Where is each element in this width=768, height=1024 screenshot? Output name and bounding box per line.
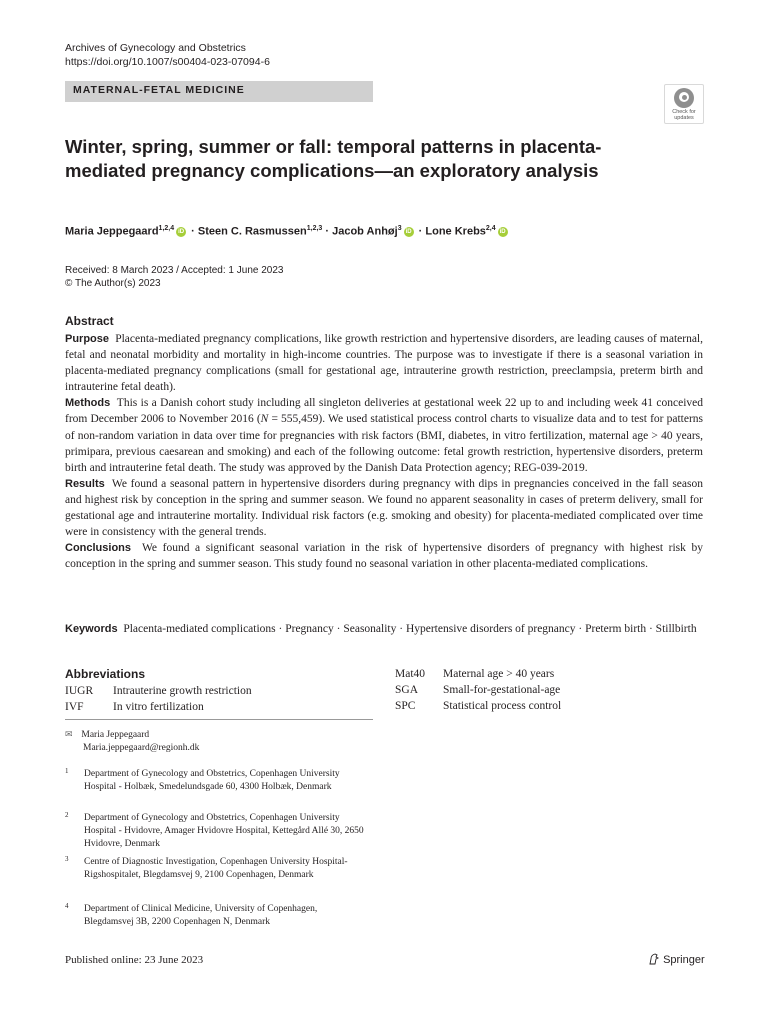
- methods-n: N: [260, 413, 269, 426]
- orcid-icon[interactable]: iD: [405, 228, 412, 235]
- publisher-name: Springer: [663, 954, 705, 966]
- methods-text-b: = 555,459). We used statistical process control charts to visualize data and to test for patterns of non-random variation in data over time for pregnancies with risk factors (BMI, diabetes, in vitro fertilization, maternal age > 40 years, primipara, previous caesarean and smoking) and each of the following outcome: fetal growth restriction, hypertensive disorders, preterm birth and intrauterine fetal death. The study was approved by the Danish Data Protection agency; REG-039-2019.: [65, 413, 704, 474]
- abbreviation-definition: Small-for-gestational-age: [443, 684, 561, 697]
- badge-line1: Check for: [672, 109, 696, 115]
- abbreviation: IVF: [65, 701, 84, 714]
- publisher-logo: [648, 953, 705, 966]
- journal-name: Archives of Gynecology and Obstetrics: [65, 42, 246, 54]
- abbreviation-row: [395, 698, 561, 714]
- abbreviation-definition: Statistical process control: [443, 700, 562, 713]
- affiliation-text: Department of Clinical Medicine, University of Copenhagen, Blegdamsvej 3B, 2200 Copenhagen N, Denmark: [84, 904, 318, 927]
- author-affiliation: 3: [397, 225, 402, 232]
- author-affiliation: 1,2,3: [306, 225, 323, 232]
- methods-label: Methods: [65, 397, 111, 410]
- keywords-label: Keywords: [65, 623, 118, 635]
- abbreviations-left: [65, 683, 252, 715]
- author-name[interactable]: Maria Jeppegaard: [65, 225, 159, 238]
- keywords: [65, 621, 703, 637]
- affiliation: [65, 856, 364, 882]
- received-accepted: Received: 8 March 2023 / Accepted: 1 June 2023: [65, 265, 284, 276]
- abstract-body: [65, 331, 703, 572]
- abbreviations-right: [395, 666, 561, 715]
- springer-horse-icon: [648, 953, 660, 965]
- abbreviation: SGA: [395, 684, 419, 697]
- copyright: © The Author(s) 2023: [65, 278, 161, 289]
- envelope-icon: ✉: [65, 729, 73, 739]
- abstract-methods: [65, 395, 703, 475]
- orcid-icon[interactable]: iD: [178, 228, 185, 235]
- author-name[interactable]: Lone Krebs: [425, 225, 486, 238]
- conclusions-label: Conclusions: [65, 542, 132, 555]
- author-name[interactable]: Jacob Anhøj: [332, 225, 398, 238]
- check-for-updates-badge[interactable]: [664, 84, 704, 124]
- affiliation: [65, 812, 364, 851]
- badge-line2: updates: [674, 115, 694, 121]
- abbreviation-definition: Intrauterine growth restriction: [113, 685, 252, 697]
- correspondence-name: Maria Jeppegaard: [81, 730, 150, 740]
- affiliation-number: 4: [65, 902, 69, 910]
- affiliation: [65, 768, 364, 794]
- correspondence-email[interactable]: Maria.jeppegaard@regionh.dk: [83, 743, 200, 753]
- affiliation-number: 3: [65, 855, 69, 863]
- orcid-icon[interactable]: iD: [499, 228, 506, 235]
- affiliation-number: 1: [65, 767, 69, 775]
- doi-link[interactable]: https://doi.org/10.1007/s00404-023-07094-6: [65, 56, 270, 68]
- correspondence: [65, 728, 199, 755]
- abbreviation-row: [65, 683, 252, 699]
- section-label: MATERNAL-FETAL MEDICINE: [73, 84, 245, 96]
- abstract-heading: Abstract: [65, 314, 114, 328]
- abbreviation-definition: Maternal age > 40 years: [443, 668, 555, 680]
- purpose-text: Placenta-mediated pregnancy complications, like growth restriction and hypertensive disorders, are leading causes of maternal, fetal and neonatal morbidity and mortality in high-income countries. The purpose was to investigate if there is a seasonal variation in placenta-mediated pregnancy complications (small for gestational age, intrauterine growth restriction, preeclampsia, preterm birth and intrauterine fetal death).: [65, 333, 704, 394]
- section-banner: [65, 81, 373, 102]
- affiliation-text: Department of Gynecology and Obstetrics, Copenhagen University Hospital - Holbæk, Smedelundsgade 60, 4300 Holbæk, Denmark: [84, 769, 340, 792]
- purpose-label: Purpose: [65, 333, 110, 345]
- article-dates: [65, 264, 283, 290]
- abbreviation-row: [395, 666, 561, 682]
- affiliation-number: 2: [65, 811, 69, 819]
- results-label: Results: [65, 477, 105, 490]
- affiliation-text: Centre of Diagnostic Investigation, Copenhagen University Hospital-Rigshospitalet, Blegdamsvej 9, 2100 Copenhagen, Denmark: [84, 857, 348, 880]
- published-online: Published online: 23 June 2023: [65, 954, 204, 966]
- abbreviation: Mat40: [395, 668, 426, 680]
- abbreviation-row: [395, 682, 561, 698]
- author-affiliation: 2,4: [485, 225, 496, 232]
- footnote-divider: [65, 719, 373, 720]
- abbreviation: SPC: [395, 700, 416, 713]
- affiliation-text: Department of Gynecology and Obstetrics, Copenhagen University Hospital - Hvidovre, Amager Hvidovre Hospital, Kettegård Allé 30, 2650 Hvidovre, Denmark: [84, 813, 364, 849]
- journal-header: [65, 41, 270, 69]
- article-title: Winter, spring, summer or fall: temporal patterns in placenta-mediated pregnancy complications—an exploratory analysis: [65, 136, 602, 181]
- methods-text-a: This is a Danish cohort study including all singleton deliveries at gestational week 22 up to and including week 41 conceived from December 2006 to November 2016 (: [65, 397, 703, 426]
- conclusions-text: We found a significant seasonal variation in the risk of hypertensive disorders of pregnancy with highest risk by conception in the spring and summer season. This study found no seasonal variation in other placenta-mediated complications.: [65, 542, 703, 571]
- abbreviations-heading: Abbreviations: [65, 667, 146, 681]
- author-list: Maria Jeppegaard$^{1,2,4}$ iD · Steen C. Rasmussen$^{1,2,3}$ · Jacob Anhøj$^3$ iD · Lone Krebs$^{2,4}$ iD: [65, 225, 506, 238]
- abstract-conclusions: [65, 540, 703, 572]
- affiliation: [65, 903, 364, 929]
- results-text: We found a seasonal pattern in hypertensive disorders during pregnancy with dips in pregnancies conceived in the fall season and highest risk by conception in the spring and summer season. We found no apparent seasonality in cases of preterm delivery, small for gestational age and intrauterine mortality. Individual risk factors (e.g. smoking and obesity) for placenta-mediated complicated over time were in consistency with the general trends.: [65, 477, 703, 539]
- author-name[interactable]: Steen C. Rasmussen: [197, 225, 307, 238]
- abbreviation-definition: In vitro fertilization: [113, 701, 204, 714]
- keywords-text: Placenta-mediated complications · Pregnancy · Seasonality · Hypertensive disorders of pregnancy · Preterm birth · Stillbirth: [123, 623, 697, 635]
- abbreviation-row: [65, 699, 252, 715]
- author-affiliation: 1,2,4: [158, 225, 175, 232]
- check-updates-icon: [674, 88, 694, 108]
- abstract-purpose: [65, 331, 703, 395]
- abbreviation: IUGR: [65, 685, 94, 697]
- abstract-results: [65, 476, 703, 540]
